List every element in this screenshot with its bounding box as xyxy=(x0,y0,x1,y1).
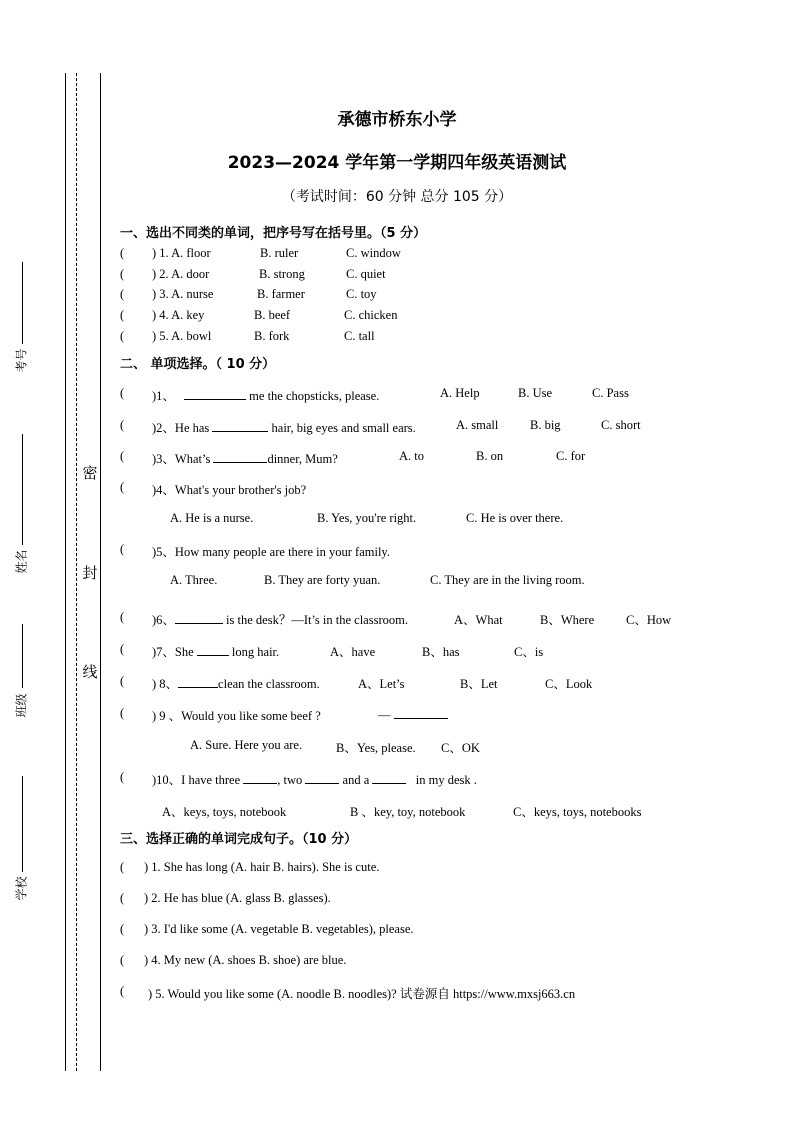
s1-q5-stem: ) 5. A. bowl xyxy=(152,329,212,343)
s2-q9-a: A. Sure. Here you are. xyxy=(190,738,303,752)
s3-q3: ) 3. I'd like some (A. vegetable B. vegetables), please. xyxy=(144,922,414,936)
answer-blank xyxy=(212,419,268,432)
s2-q2-stem xyxy=(152,418,416,436)
s2-q8-stem xyxy=(152,674,320,692)
paren-left: ( xyxy=(120,542,125,556)
s2-q3-a: A. to xyxy=(399,449,424,463)
margin-line-left xyxy=(65,73,66,1071)
paren-left: ( xyxy=(120,770,125,784)
s2-q3-num: )3、What’s xyxy=(152,452,211,466)
s2-q5-c: C. They are in the living room. xyxy=(430,573,585,587)
s3-q4: ) 4. My new (A. shoes B. shoe) are blue. xyxy=(144,953,347,967)
seal-char-1: 密 xyxy=(82,464,98,482)
seal-char-3: 线 xyxy=(82,663,98,681)
s1-q3-stem: ) 3. A. nurse xyxy=(152,287,214,301)
s2-q10-t3: in my desk . xyxy=(415,773,477,787)
s1-q1-b: B. ruler xyxy=(260,246,299,260)
answer-blank xyxy=(372,771,406,784)
s1-q5-b: B. fork xyxy=(254,329,290,343)
s1-q2-b: B. strong xyxy=(259,267,305,281)
paren-left: ( xyxy=(120,953,125,967)
answer-blank xyxy=(213,450,267,463)
exam-info: （考试时间：60 分钟 总分 105 分） xyxy=(281,189,513,205)
s2-q7-c: C、is xyxy=(514,645,544,659)
s2-q7-text: long hair. xyxy=(231,645,280,659)
field-label-class: 班级 xyxy=(14,693,29,718)
s3-q2: ) 2. He has blue (A. glass B. glasses). xyxy=(144,891,331,905)
paren-left: ( xyxy=(120,860,125,874)
answer-blank xyxy=(175,611,223,624)
s2-q7-stem xyxy=(152,642,279,660)
paren-left: ( xyxy=(120,922,125,936)
s2-q1-c: C. Pass xyxy=(592,386,629,400)
paren-left: ( xyxy=(120,287,125,301)
s2-q10-b: B 、key, toy, notebook xyxy=(350,805,466,819)
section1-title: 一、选出不同类的单词，把序号写在括号里。（5 分） xyxy=(120,226,427,241)
s2-q9-answer xyxy=(378,706,448,723)
s2-q2-text: hair, big eyes and small ears. xyxy=(271,421,416,435)
s2-q10-c: C、keys, toys, notebooks xyxy=(513,805,642,819)
s2-q9-c: C、OK xyxy=(441,741,480,755)
s2-q6-c: C、How xyxy=(626,613,672,627)
s1-q3-b: B. farmer xyxy=(257,287,305,301)
answer-blank xyxy=(178,675,218,688)
s1-q5-c: C. tall xyxy=(344,329,375,343)
s1-q2-c: C. quiet xyxy=(346,267,386,281)
field-label-exam-number: 考号 xyxy=(14,348,29,373)
s2-q10-a: A、keys, toys, notebook xyxy=(162,805,287,819)
field-label-school: 学校 xyxy=(14,876,29,901)
paren-left: ( xyxy=(120,308,125,322)
field-blank-exam-number xyxy=(22,262,23,344)
s2-q10-stem xyxy=(152,770,477,788)
paren-left: ( xyxy=(120,706,125,720)
s2-q3-text: dinner, Mum? xyxy=(267,452,338,466)
paren-left: ( xyxy=(120,449,125,463)
s2-q7-a: A、have xyxy=(330,645,376,659)
s2-q10-t1: , two xyxy=(277,773,303,787)
answer-blank xyxy=(184,387,246,400)
exam-title: 2023—2024 学年第一学期四年级英语测试 xyxy=(227,153,567,173)
s2-q6-b: B、Where xyxy=(540,613,595,627)
paren-left: ( xyxy=(120,891,125,905)
s2-q8-a: A、Let’s xyxy=(358,677,405,691)
s2-q6-a: A、What xyxy=(454,613,503,627)
s2-q9-stem: ) 9 、Would you like some beef ? xyxy=(152,709,321,723)
field-blank-name xyxy=(22,434,23,545)
section2-title: 二、 单项选择。（ 10 分） xyxy=(120,357,276,372)
s2-q4-c: C. He is over there. xyxy=(466,511,564,525)
seal-char-2: 封 xyxy=(82,564,98,582)
paren-left: ( xyxy=(120,246,125,260)
s2-q8-c: C、Look xyxy=(545,677,593,691)
s2-q8-num: ) 8、 xyxy=(152,677,179,691)
s2-q2-c: C. short xyxy=(601,418,641,432)
answer-blank xyxy=(197,643,229,656)
s1-q4-b: B. beef xyxy=(254,308,291,322)
paren-left: ( xyxy=(120,610,125,624)
s2-q3-stem xyxy=(152,449,338,467)
s2-q4-b: B. Yes, you're right. xyxy=(317,511,417,525)
s2-q7-b: B、has xyxy=(422,645,460,659)
s2-q4-a: A. He is a nurse. xyxy=(170,511,254,525)
s2-q6-text: is the desk？—It’s in the classroom. xyxy=(226,613,408,627)
school-title: 承德市桥东小学 xyxy=(337,110,457,130)
s2-q4-stem: )4、What's your brother's job? xyxy=(152,483,307,497)
s1-q3-c: C. toy xyxy=(346,287,377,301)
s2-q1-a: A. Help xyxy=(440,386,480,400)
s2-q5-b: B. They are forty yuan. xyxy=(264,573,381,587)
s1-q1-c: C. window xyxy=(346,246,401,260)
margin-line-right xyxy=(100,73,101,1071)
s2-q3-b: B. on xyxy=(476,449,504,463)
s2-q1-text: me the chopsticks, please. xyxy=(249,389,380,403)
s2-q10-t2: and a xyxy=(342,773,370,787)
field-label-name: 姓名 xyxy=(14,549,29,574)
field-blank-class xyxy=(22,624,23,688)
paren-left: ( xyxy=(120,386,125,400)
s2-q1-stem xyxy=(152,386,379,404)
paren-left: ( xyxy=(120,642,125,656)
s1-q4-stem: ) 4. A. key xyxy=(152,308,205,322)
answer-blank xyxy=(243,771,277,784)
paren-left: ( xyxy=(120,418,125,432)
s2-q2-a: A. small xyxy=(456,418,499,432)
paren-left: ( xyxy=(120,674,125,688)
s1-q2-stem: ) 2. A. door xyxy=(152,267,210,281)
section3-title: 三、选择正确的单词完成句子。（10 分） xyxy=(120,832,358,847)
answer-blank xyxy=(394,706,448,719)
s2-q8-b: B、Let xyxy=(460,677,498,691)
s2-q6-stem xyxy=(152,610,408,628)
s1-q1-stem: ) 1. A. floor xyxy=(152,246,211,260)
paren-left: ( xyxy=(120,267,125,281)
s2-q10-num: )10、I have three xyxy=(152,773,241,787)
s2-q6-num: )6、 xyxy=(152,613,175,627)
answer-blank xyxy=(305,771,339,784)
s2-q5-stem: )5、How many people are there in your family. xyxy=(152,545,391,559)
s2-q9-dash: — xyxy=(378,708,391,722)
s2-q5-a: A. Three. xyxy=(170,573,218,587)
s2-q3-c: C. for xyxy=(556,449,586,463)
paren-left: ( xyxy=(120,984,125,998)
s2-q1-num: )1、 xyxy=(152,389,175,403)
s1-q4-c: C. chicken xyxy=(344,308,398,322)
s2-q9-b: B、Yes, please. xyxy=(336,741,416,755)
s2-q2-num: )2、He has xyxy=(152,421,210,435)
paren-left: ( xyxy=(120,329,125,343)
s2-q1-b: B. Use xyxy=(518,386,553,400)
s2-q2-b: B. big xyxy=(530,418,561,432)
s3-q1: ) 1. She has long (A. hair B. hairs). She is cute. xyxy=(144,860,380,874)
s2-q8-text: clean the classroom. xyxy=(218,677,320,691)
margin-line-dashed xyxy=(76,73,77,1071)
s3-q5: ) 5. Would you like some (A. noodle B. noodles)? 试卷源自 https://www.mxsj663.cn xyxy=(148,987,576,1001)
s2-q7-num: )7、She xyxy=(152,645,194,659)
field-blank-school xyxy=(22,776,23,872)
paren-left: ( xyxy=(120,480,125,494)
